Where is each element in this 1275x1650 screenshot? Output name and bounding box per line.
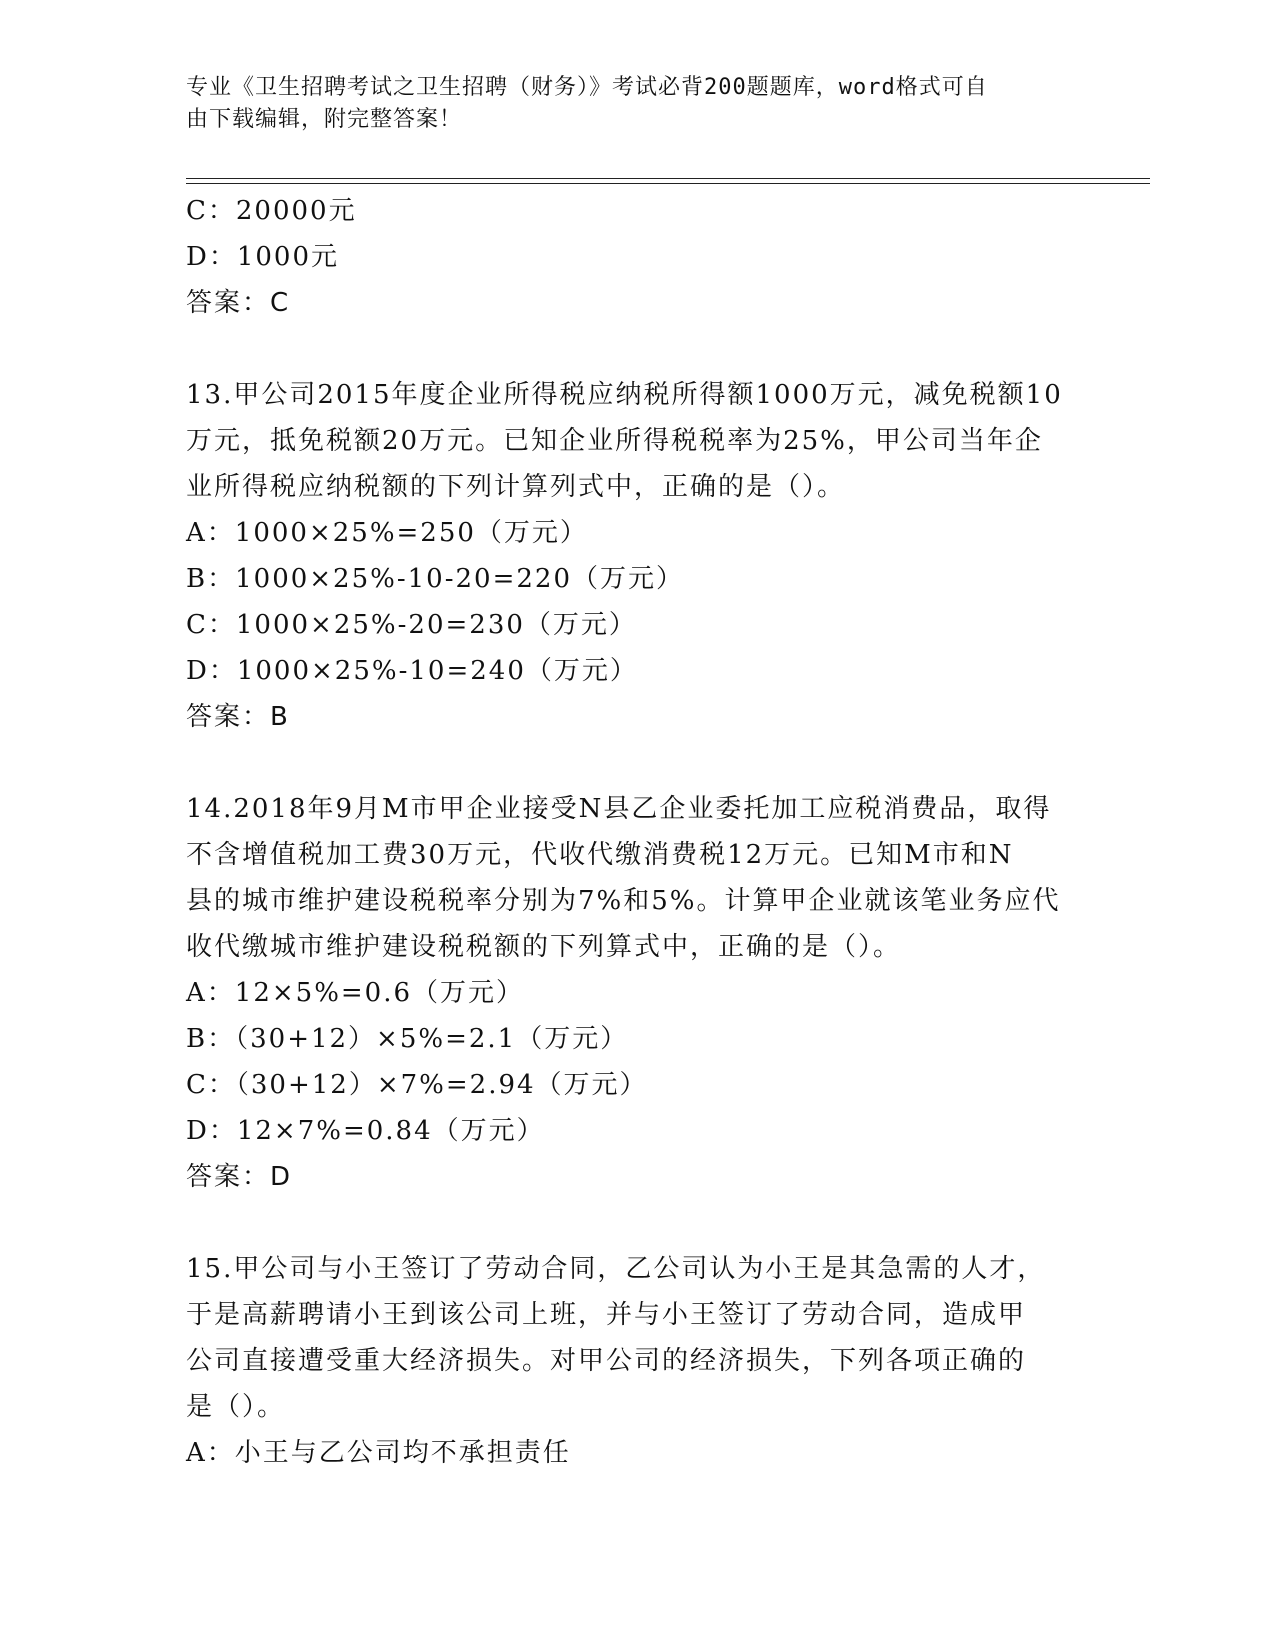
option-c: C：（30+12）×7%=2.94（万元） xyxy=(186,1070,648,1100)
option-d: D：1000×25%-10=240（万元） xyxy=(186,656,638,686)
question-stem-line: 县的城市维护建设税税率分别为7%和5%。计算甲企业就该笔业务应代 xyxy=(186,886,1061,916)
question-stem-line: 收代缴城市维护建设税税额的下列算式中，正确的是（）。 xyxy=(186,932,902,962)
header-divider-top xyxy=(186,178,1150,179)
document-header xyxy=(186,72,1066,136)
option-d: D：12×7%=0.84（万元） xyxy=(186,1116,545,1146)
option-b: B：1000×25%-10-20=220（万元） xyxy=(186,564,684,594)
answer: 答案：B xyxy=(186,702,290,732)
spacer xyxy=(186,740,1086,786)
option-b: B：（30+12）×5%=2.1（万元） xyxy=(186,1024,629,1054)
question-stem-line: 13.甲公司2015年度企业所得税应纳税所得额1000万元，减免税额10 xyxy=(186,380,1063,410)
question-stem-line: 不含增值税加工费30万元，代收代缴消费税12万元。已知M市和N xyxy=(186,840,1014,870)
option-c: C：1000×25%-20=230（万元） xyxy=(186,610,637,640)
option-a: A：12×5%=0.6（万元） xyxy=(186,978,525,1008)
question-stem-line: 万元，抵免税额20万元。已知企业所得税税率为25%，甲公司当年企 xyxy=(186,426,1043,456)
option-a: A：1000×25%=250（万元） xyxy=(186,518,588,548)
answer: 答案：D xyxy=(186,1162,293,1192)
spacer xyxy=(186,1200,1086,1246)
question-stem-line: 于是高薪聘请小王到该公司上班，并与小王签订了劳动合同，造成甲 xyxy=(186,1300,1027,1330)
header-line-1: 专业《卫生招聘考试之卫生招聘（财务）》考试必背200题题库，word格式可自 xyxy=(186,75,988,100)
question-stem-line: 公司直接遭受重大经济损失。对甲公司的经济损失，下列各项正确的 xyxy=(186,1346,1027,1376)
answer: 答案：C xyxy=(186,288,291,318)
header-line-2: 由下载编辑，附完整答案！ xyxy=(186,107,463,132)
option-a: A：小王与乙公司均不承担责任 xyxy=(186,1438,571,1468)
question-12-tail xyxy=(186,188,1086,326)
question-stem-line: 是（）。 xyxy=(186,1392,286,1422)
question-stem-line: 15.甲公司与小王签订了劳动合同，乙公司认为小王是其急需的人才， xyxy=(186,1254,1046,1284)
option-c: C：20000元 xyxy=(186,196,357,226)
header-divider-bottom xyxy=(186,183,1150,184)
question-stem-line: 业所得税应纳税额的下列计算列式中，正确的是（）。 xyxy=(186,472,846,502)
question-13 xyxy=(186,372,1086,740)
document-body xyxy=(186,188,1086,1476)
question-14 xyxy=(186,786,1086,1200)
option-d: D：1000元 xyxy=(186,242,340,272)
question-stem-line: 14.2018年9月M市甲企业接受N县乙企业委托加工应税消费品，取得 xyxy=(186,794,1052,824)
question-15 xyxy=(186,1246,1086,1476)
spacer xyxy=(186,326,1086,372)
